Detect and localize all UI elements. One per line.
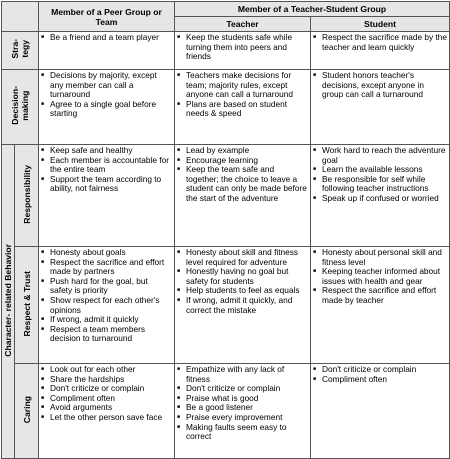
list-item: ■ Empathize with any lack of fitness: [177, 365, 308, 384]
bullet-list: [41, 248, 172, 344]
teacher-cell: [175, 32, 311, 70]
peer-cell: [39, 364, 175, 459]
peer-cell: [39, 145, 175, 247]
list-item: ■ Work hard to reach the adventure goal: [313, 146, 447, 165]
student-cell: [311, 364, 450, 459]
bullet-list: [313, 365, 447, 384]
list-item: ■ Learn the available lessons: [313, 165, 447, 175]
list-item: ■ Help students to feel as equals: [177, 286, 308, 296]
group-header: Member of a Teacher-Student Group: [175, 2, 450, 17]
list-item: ■ Keeping teacher informed about issues with health and gear: [313, 267, 447, 286]
student-header: Student: [311, 17, 450, 32]
teacher-header: Teacher: [175, 17, 311, 32]
row-label-text: [22, 165, 32, 224]
side-label: [2, 145, 15, 459]
teacher-cell: [175, 70, 311, 145]
list-item: ■ Honestly having no goal but safety for students: [177, 267, 308, 286]
list-item: ■ Compliment often: [41, 394, 172, 404]
row-label-line: Responsibility: [21, 164, 32, 224]
list-item: ■ Be a friend and a team player: [41, 33, 172, 43]
list-item: ■ Don't criticize or complain: [313, 365, 447, 375]
list-item: ■ Let the other person save face: [41, 413, 172, 423]
row-label-text: [10, 86, 30, 125]
list-item: ■ Encourage learning: [177, 156, 308, 166]
list-item: ■ Honesty about personal skill and fitness level: [313, 248, 447, 267]
student-cell: [311, 145, 450, 247]
list-item: ■ Respect a team members decision to turnaround: [41, 325, 172, 344]
list-item: ■ Support the team according to ability, not fairness: [41, 175, 172, 194]
side-label-text: Character- related Behavior: [3, 243, 13, 357]
teacher-cell: [175, 364, 311, 459]
list-item: ■ Be responsible for self while following teacher instructions: [313, 175, 447, 194]
bullet-list: [313, 146, 447, 204]
list-item: ■ Avoid arguments: [41, 403, 172, 413]
list-item: ■ Compliment often: [313, 375, 447, 385]
list-item: ■ Teachers make decisions for team; majority rules, except anyone can call a turnaround: [177, 71, 308, 100]
list-item: ■ Making faults seem easy to correct: [177, 423, 308, 442]
list-item: ■ Decisions by majority, except any member can call a turnaround: [41, 71, 172, 100]
row-label: [15, 145, 39, 247]
bullet-list: [177, 248, 308, 315]
comparison-table: [1, 1, 450, 459]
list-item: ■ Student honors teacher's decisions, except anyone in group can call a turnaround: [313, 71, 447, 100]
bullet-list: [41, 71, 172, 119]
row-label: [15, 247, 39, 364]
row-label-line: Respect & Trust: [21, 270, 32, 337]
list-item: ■ Don't criticize or complain: [177, 384, 308, 394]
list-item: ■ Share the hardships: [41, 375, 172, 385]
teacher-cell: [175, 247, 311, 364]
list-item: ■ Lead by example: [177, 146, 308, 156]
list-item: ■ Honesty about skill and fitness level required for adventure: [177, 248, 308, 267]
row-label-text: [10, 39, 30, 59]
list-item: ■ Each member is accountable for the entire team: [41, 156, 172, 175]
list-item: ■ Respect the sacrifice made by the teacher and learn quickly: [313, 33, 447, 52]
bullet-list: [313, 33, 447, 52]
list-item: ■ If wrong, admit it quickly: [41, 315, 172, 325]
list-item: ■ Praise every improvement: [177, 413, 308, 423]
list-item: ■ Keep the team safe and together; the choice to leave a student can only be made before the start of the adventure: [177, 165, 308, 203]
row-label-line: Decision-: [10, 86, 20, 126]
list-item: ■ Be a good listener: [177, 403, 308, 413]
peer-cell: [39, 247, 175, 364]
row-label-line: tegy: [20, 40, 30, 59]
list-item: ■ Push hard for the goal, but safety is priority: [41, 277, 172, 296]
row-label-line: making: [20, 90, 30, 121]
list-item: ■ Show respect for each other's opinions: [41, 296, 172, 315]
list-item: ■ Agree to a single goal before starting: [41, 100, 172, 119]
list-item: ■ Look out for each other: [41, 365, 172, 375]
list-item: ■ If wrong, admit it quickly, and correct the mistake: [177, 296, 308, 315]
bullet-list: [177, 365, 308, 442]
student-cell: [311, 247, 450, 364]
row-label-line: Stra-: [10, 39, 20, 59]
row-label: [2, 70, 39, 145]
list-item: ■ Respect the sacrifice and effort made by teacher: [313, 286, 447, 305]
list-item: ■ Keep safe and healthy: [41, 146, 172, 156]
list-item: ■ Speak up if confused or worried: [313, 194, 447, 204]
peer-cell: [39, 32, 175, 70]
row-label: [2, 32, 39, 70]
bullet-list: [177, 146, 308, 204]
list-item: ■ Plans are based on student needs & speed: [177, 100, 308, 119]
bullet-list: [313, 71, 447, 100]
list-item: ■ Don't criticize or complain: [41, 384, 172, 394]
bullet-list: [177, 71, 308, 119]
row-label: [15, 364, 39, 459]
bullet-list: [313, 248, 447, 306]
peer-cell: [39, 70, 175, 145]
list-item: ■ Praise what is good: [177, 394, 308, 404]
row-label-text: [22, 396, 32, 423]
bullet-list: [177, 33, 308, 62]
student-cell: [311, 70, 450, 145]
student-cell: [311, 32, 450, 70]
list-item: ■ Respect the sacrifice and effort made by partners: [41, 258, 172, 277]
corner-cell: [2, 2, 39, 32]
teacher-cell: [175, 145, 311, 247]
peer-header: Member of a Peer Group or Team: [39, 2, 175, 32]
row-label-line: Caring: [21, 396, 32, 424]
bullet-list: [41, 365, 172, 423]
row-label-text: [22, 271, 32, 336]
bullet-list: [41, 146, 172, 194]
list-item: ■ Keep the students safe while turning them into peers and friends: [177, 33, 308, 62]
bullet-list: [41, 33, 172, 43]
list-item: ■ Honesty about goals: [41, 248, 172, 258]
